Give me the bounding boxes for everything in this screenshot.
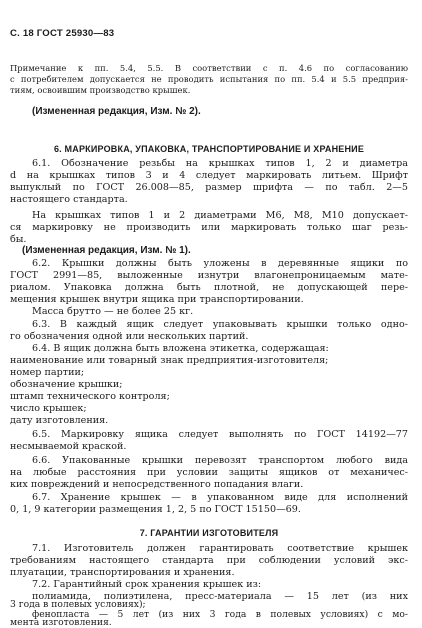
page-header: С. 18 ГОСТ 25930—83 bbox=[10, 28, 115, 39]
p66-line-2: на любые расстояния при условии защиты ящиков от механичес- bbox=[10, 467, 408, 478]
p61b-line-2: ся маркировку не производить или маркировать только шаг резь- bbox=[10, 222, 408, 233]
p61-line-2: d на крышках типов 3 и 4 следует маркировать литьем. Шрифт bbox=[10, 170, 408, 181]
p64-line-1: 6.4. В ящик должна быть вложена этикетка, содержащая: bbox=[32, 343, 329, 354]
p66-line-3: ких повреждений и непосредственного попадания влаги. bbox=[10, 479, 304, 490]
p64-line-6: число крышек; bbox=[10, 403, 87, 414]
p71-line-3: плуатации, транспортирования и хранения. bbox=[10, 567, 235, 578]
p67-line-2: 0, 1, 9 категории размещения 1, 2, 5 по ГОСТ 15150—69. bbox=[10, 504, 301, 515]
p67-line-1: 6.7. Хранение крышек — в упакованном виде для исполнений bbox=[32, 492, 408, 503]
p61-line-1: 6.1. Обозначение резьбы на крышках типов 1, 2 и диаметра bbox=[32, 158, 408, 169]
p72-line-4: фенопласта — 5 лет (из них 3 года в полевых условиях) с мо- bbox=[32, 609, 408, 620]
p61-line-3: выпуклый по ГОСТ 26.008—85, размер шрифта — по табл. 2—5 bbox=[10, 182, 408, 193]
note-line-2: с потребителем допускается не проводить испытания по пп. 5.4 и 5.5 предприя- bbox=[10, 74, 408, 84]
amendment-note-2: (Измененная редакция, Изм. № 1). bbox=[22, 245, 191, 256]
note-line-3: тиям, освоившим производство крышек. bbox=[10, 85, 191, 95]
p61-line-4: настоящего стандарта. bbox=[10, 194, 128, 205]
p62-line-4: мещения крышек внутри ящика при транспортировании. bbox=[10, 294, 304, 305]
p64-line-7: дату изготовления. bbox=[10, 415, 109, 426]
p72-line-3: 3 года в полевых условиях); bbox=[10, 599, 146, 610]
p65-line-1: 6.5. Маркировку ящика следует выполнять по ГОСТ 14192—77 bbox=[32, 429, 408, 440]
p64-line-3: номер партии; bbox=[10, 367, 85, 378]
p66-line-1: 6.6. Упакованные крышки перевозят транспортом любого вида bbox=[32, 455, 408, 466]
p62b-line: Масса брутто — не более 25 кг. bbox=[32, 306, 194, 317]
p61b-line-1: На крышках типов 1 и 2 диаметрами М6, М8, М10 допускает- bbox=[32, 210, 408, 221]
p61b-line-3: бы. bbox=[10, 234, 27, 245]
p71-line-1: 7.1. Изготовитель должен гарантировать соответствие крышек bbox=[32, 543, 408, 554]
p64-line-4: обозначение крышки; bbox=[10, 379, 123, 390]
p72-line-5: мента изготовления. bbox=[10, 617, 112, 628]
p72-line-2: полиамида, полиэтилена, пресс-материала — 15 лет (из них bbox=[32, 591, 408, 602]
p63-line-1: 6.3. В каждый ящик следует упаковывать крышки только одно- bbox=[32, 319, 408, 330]
p62-line-3: риалом. Упаковка должна быть плотной, не допускающей пере- bbox=[10, 282, 408, 293]
p64-line-2: наименование или товарный знак предприятия-изготовителя; bbox=[10, 355, 329, 366]
amendment-note-1: (Измененная редакция, Изм. № 2). bbox=[32, 106, 201, 117]
section-7-title: 7. ГАРАНТИИ ИЗГОТОВИТЕЛЯ bbox=[139, 528, 279, 538]
p62-line-1: 6.2. Крышки должны быть уложены в деревянные ящики по bbox=[32, 258, 408, 269]
p72-line-1: 7.2. Гарантийный срок хранения крышек из: bbox=[32, 579, 262, 590]
section-6-title: 6. МАРКИРОВКА, УПАКОВКА, ТРАНСПОРТИРОВАНИЕ И ХРАНЕНИЕ bbox=[53, 144, 365, 154]
p65-line-2: несмываемой краской. bbox=[10, 441, 127, 452]
p71-line-2: требованиям настоящего стандарта при соблюдении условий экс- bbox=[10, 555, 408, 566]
note-line-1: Примечание к пп. 5.4, 5.5. В соответствии с п. 4.6 по согласованию bbox=[10, 63, 408, 73]
p63-line-2: го обозначения одной или нескольких партий. bbox=[10, 331, 249, 342]
p62-line-2: ГОСТ 2991—85, выложенные изнутри влагонепроницаемым мате- bbox=[10, 270, 408, 281]
p64-line-5: штамп технического контроля; bbox=[10, 391, 170, 402]
